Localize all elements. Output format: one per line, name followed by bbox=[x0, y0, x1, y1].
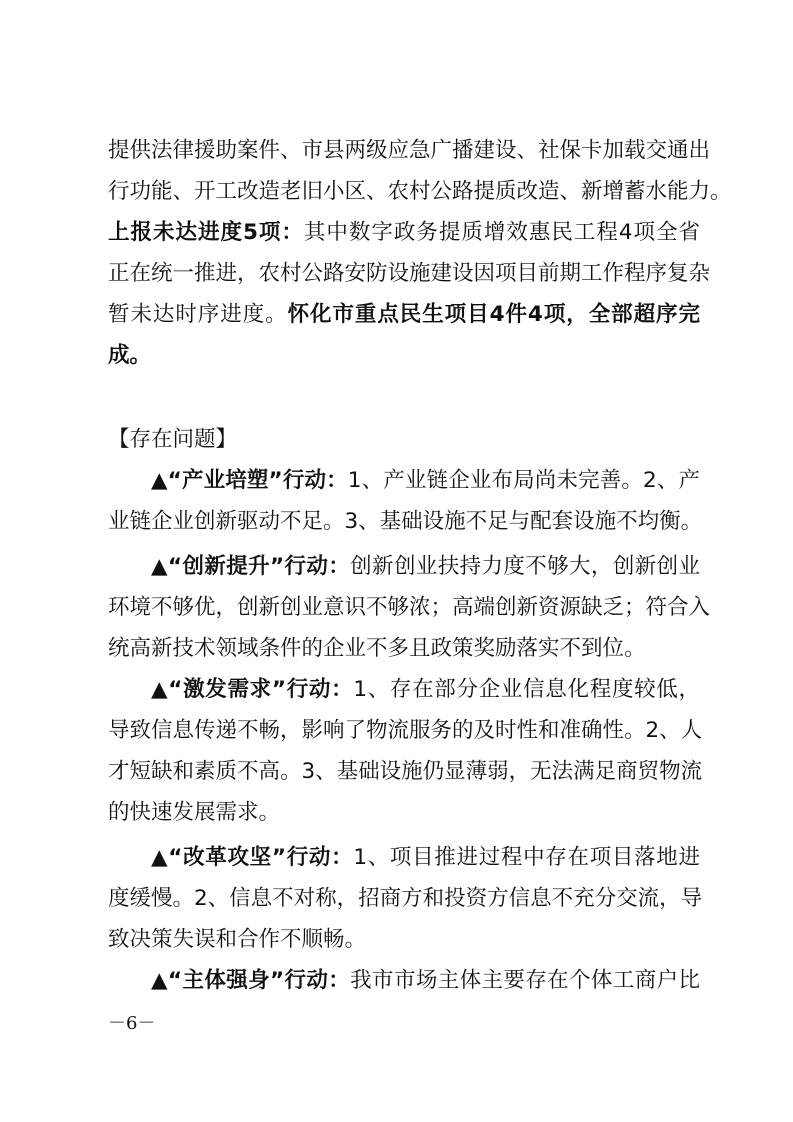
item-text: 1、产业链企业布局尚未完善。2、产 bbox=[347, 468, 700, 493]
paragraph-line bbox=[108, 213, 700, 253]
item-title: ▲“产业培塑”行动： bbox=[151, 468, 348, 493]
paragraph-line: 提供法律援助案件、市县两级应急广播建设、社保卡加载交通出 bbox=[108, 138, 711, 163]
section-heading: 【存在问题】 bbox=[108, 427, 238, 452]
bold-lead: 上报未达进度5项： bbox=[108, 220, 304, 245]
bold-conclusion: 怀化市重点民生项目4件4项，全部超序完 bbox=[287, 302, 700, 327]
item-line: 致决策失误和合作不顺畅。 bbox=[108, 927, 367, 952]
item-title: ▲“改革攻坚”行动： bbox=[151, 845, 354, 870]
item-text: 1、存在部分企业信息化程度较低， bbox=[353, 677, 701, 702]
page-number: －6－ bbox=[108, 1013, 156, 1034]
paragraph-line: 行功能、开工改造老旧小区、农村公路提质改造、新增蓄水能力。 bbox=[108, 179, 732, 204]
item-title: ▲“主体强身”行动： bbox=[151, 968, 351, 993]
paragraph-line bbox=[108, 336, 700, 376]
paragraph-line: 正在统一推进，农村公路安防设施建设因项目前期工作程序复杂 bbox=[108, 261, 711, 286]
item-text: 我市市场主体主要存在个体工商户比 bbox=[350, 968, 700, 993]
bold-conclusion-end: 成。 bbox=[108, 343, 152, 368]
item-line: 才短缺和素质不高。3、基础设施仍显薄弱，无法满足商贸物流 bbox=[108, 759, 703, 784]
paragraph-line bbox=[108, 295, 700, 335]
item-line: 的快速发展需求。 bbox=[108, 800, 281, 825]
item-line: 业链企业创新驱动不足。3、基础设施不足与配套设施不均衡。 bbox=[108, 509, 703, 534]
paragraph-text: 暂未达时序进度。 bbox=[108, 302, 288, 327]
item-first-line bbox=[151, 838, 700, 878]
item-first-line bbox=[151, 961, 700, 1001]
item-first-line bbox=[151, 547, 700, 587]
item-title: ▲“创新提升”行动： bbox=[151, 554, 351, 579]
item-line: 导致信息传递不畅，影响了物流服务的及时性和准确性。2、人 bbox=[108, 718, 703, 743]
paragraph-text: 其中数字政务提质增效惠民工程4项全省 bbox=[303, 220, 701, 245]
item-first-line bbox=[151, 670, 700, 710]
item-title: ▲“激发需求”行动： bbox=[151, 677, 354, 702]
item-first-line bbox=[151, 461, 700, 501]
item-text: 1、项目推进过程中存在项目落地进 bbox=[353, 845, 701, 870]
item-line: 环境不够优，创新创业意识不够浓；高端创新资源缺乏；符合入 bbox=[108, 595, 711, 620]
item-line: 度缓慢。2、信息不对称，招商方和投资方信息不充分交流，导 bbox=[108, 886, 703, 911]
item-text: 创新创业扶持力度不够大，创新创业 bbox=[350, 554, 700, 579]
item-line: 统高新技术领域条件的企业不多且政策奖励落实不到位。 bbox=[108, 636, 646, 661]
